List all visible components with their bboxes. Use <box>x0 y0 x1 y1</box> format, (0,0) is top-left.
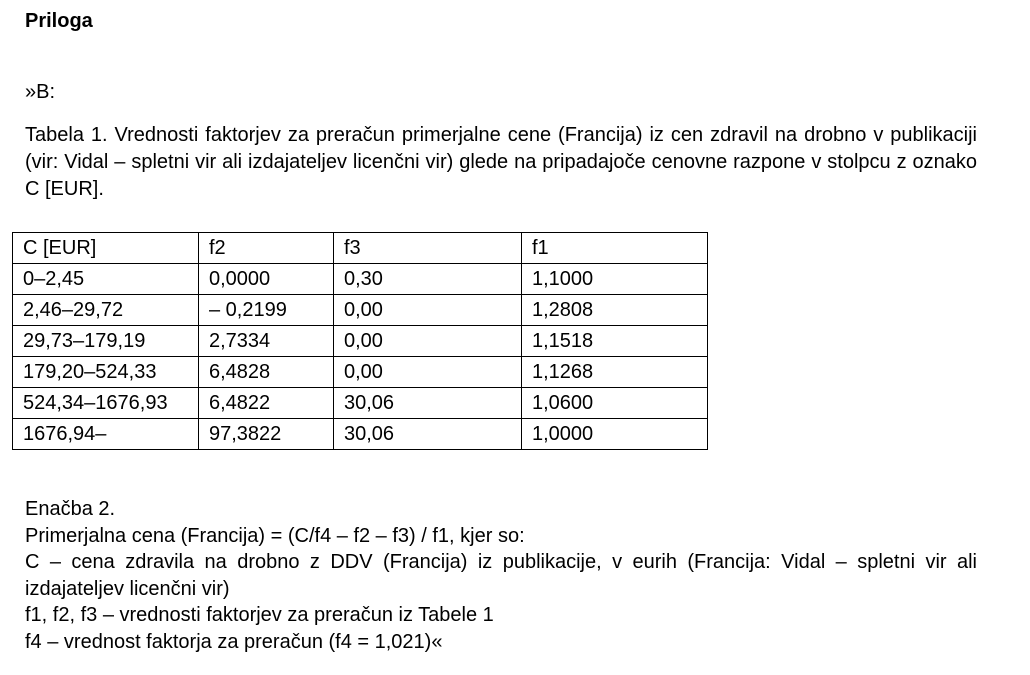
cell-c-range: 29,73–179,19 <box>13 326 199 357</box>
cell-c-range: 179,20–524,33 <box>13 357 199 388</box>
table-row <box>13 295 708 326</box>
equation-formula: Primerjalna cena (Francija) = (C/f4 – f2 – f3) / f1, kjer so: <box>25 524 525 547</box>
cell-f3: 30,06 <box>334 419 522 450</box>
factors-table <box>12 232 708 450</box>
cell-c-range: 1676,94– <box>13 419 199 450</box>
page-heading: Priloga <box>25 10 93 32</box>
cell-f3: 0,30 <box>334 264 522 295</box>
cell-f1: 1,0000 <box>522 419 708 450</box>
cell-f1: 1,1268 <box>522 357 708 388</box>
cell-f1: 1,1518 <box>522 326 708 357</box>
header-f1: f1 <box>522 233 708 264</box>
definition-f1-f2-f3: f1, f2, f3 – vrednosti faktorjev za preračun iz Tabele 1 <box>25 604 494 627</box>
cell-f1: 1,1000 <box>522 264 708 295</box>
cell-f2: – 0,2199 <box>199 295 334 326</box>
cell-f2: 6,4822 <box>199 388 334 419</box>
definition-f4: f4 – vrednost faktorja za preračun (f4 = 1,021)« <box>25 630 443 653</box>
definition-c: C – cena zdravila na drobno z DDV (Francija) iz publikacije, v eurih (Francija: Vidal – spletni vir ali izdajateljev licenčni vir) <box>25 551 977 600</box>
equation-block <box>25 496 977 656</box>
header-f2: f2 <box>199 233 334 264</box>
cell-f2: 0,0000 <box>199 264 334 295</box>
table-caption: Tabela 1. Vrednosti faktorjev za preračun primerjalne cene (Francija) iz cen zdravil na drobno v publikaciji (vir: Vidal – spletni vir ali izdajateljev licenčni vir) glede na pripadajoče cenovne razpone v stolpcu z oznako C [EUR]. <box>25 124 977 200</box>
header-c: C [EUR] <box>13 233 199 264</box>
table-header-row <box>13 233 708 264</box>
header-f3: f3 <box>334 233 522 264</box>
cell-f2: 97,3822 <box>199 419 334 450</box>
table-row <box>13 264 708 295</box>
cell-f1: 1,0600 <box>522 388 708 419</box>
table-row <box>13 326 708 357</box>
cell-f2: 6,4828 <box>199 357 334 388</box>
cell-c-range: 2,46–29,72 <box>13 295 199 326</box>
cell-f3: 30,06 <box>334 388 522 419</box>
section-marker: »B: <box>25 81 56 103</box>
equation-title: Enačba 2. <box>25 498 116 520</box>
cell-f2: 2,7334 <box>199 326 334 357</box>
cell-f3: 0,00 <box>334 357 522 388</box>
cell-f1: 1,2808 <box>522 295 708 326</box>
cell-c-range: 524,34–1676,93 <box>13 388 199 419</box>
table-row <box>13 357 708 388</box>
table-row <box>13 388 708 419</box>
cell-c-range: 0–2,45 <box>13 264 199 295</box>
table-row <box>13 419 708 450</box>
cell-f3: 0,00 <box>334 326 522 357</box>
cell-f3: 0,00 <box>334 295 522 326</box>
